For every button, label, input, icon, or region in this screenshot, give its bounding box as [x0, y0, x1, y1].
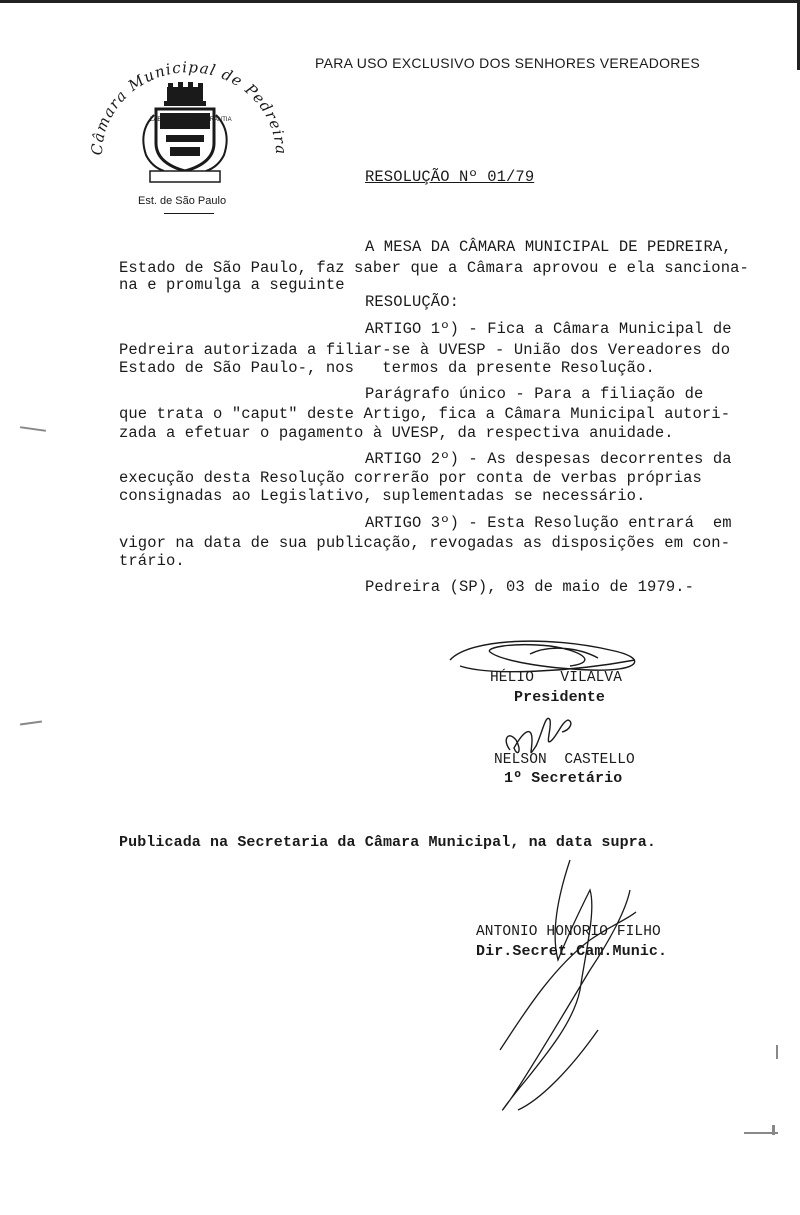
article-1-line-2: Pedreira autorizada a filiar-se à UVESP - União dos Vereadores do: [119, 341, 731, 359]
emblem-arc-text: Câmara Municipal de Pedreira: [87, 58, 290, 156]
paragraph-unique-line-3: zada a efetuar o pagamento à UVESP, da respectiva anuidade.: [119, 424, 674, 442]
resolution-title: RESOLUÇÃO Nº 01/79: [365, 168, 535, 186]
article-2-line-2: execução desta Resolução correrão por conta de verbas próprias: [119, 469, 702, 487]
scan-speck: [776, 1045, 778, 1059]
article-1-line-1: ARTIGO 1º) - Fica a Câmara Municipal de: [365, 320, 732, 338]
exclusive-use-notice: PARA USO EXCLUSIVO DOS SENHORES VEREADORES: [315, 55, 700, 71]
director-signature-icon: [440, 850, 670, 1140]
emblem-ribbon-text: LABOR ET PERSEVERANTIA: [150, 117, 232, 123]
scan-speck: [20, 720, 42, 725]
scan-speck: [772, 1125, 775, 1135]
article-3-line-3: trário.: [119, 552, 185, 570]
secretary-role: 1º Secretário: [504, 770, 623, 787]
article-3-line-1: ARTIGO 3º) - Esta Resolução entrará em: [365, 514, 732, 532]
intro-line-2: Estado de São Paulo, faz saber que a Câmara aprovou e ela sanciona-: [119, 259, 749, 277]
director-name: ANTONIO HONORIO FILHO: [476, 924, 661, 940]
emblem-rule: [164, 213, 214, 214]
article-2-line-1: ARTIGO 2º) - As despesas decorrentes da: [365, 450, 732, 468]
article-1-line-3: Estado de São Paulo-, nos termos da presente Resolução.: [119, 359, 655, 377]
secretary-name: NELSON CASTELLO: [494, 752, 635, 768]
president-name: HÉLIO VILALVA: [490, 670, 623, 686]
paragraph-unique-line-2: que trata o "caput" deste Artigo, fica a Câmara Municipal autori-: [119, 405, 731, 423]
intro-line-3: na e promulga a seguinte: [119, 276, 345, 294]
scan-edge-top: [0, 0, 800, 3]
publication-note: Publicada na Secretaria da Câmara Municipal, na data supra.: [119, 834, 656, 851]
article-2-line-3: consignadas ao Legislativo, suplementadas se necessário.: [119, 487, 646, 505]
scan-speck: [20, 426, 46, 432]
paragraph-unique-line-1: Parágrafo único - Para a filiação de: [365, 385, 704, 403]
intro-line-1: A MESA DA CÂMARA MUNICIPAL DE PEDREIRA,: [365, 238, 732, 256]
emblem-state-label: Est. de São Paulo: [138, 195, 227, 207]
date-line: Pedreira (SP), 03 de maio de 1979.-: [365, 578, 695, 596]
resolution-heading: RESOLUÇÃO:: [365, 293, 460, 311]
letterhead-emblem: [80, 55, 290, 225]
article-3-line-2: vigor na data de sua publicação, revogadas as disposições em con-: [119, 534, 731, 552]
director-role: Dir.Secret.Cam.Munic.: [476, 943, 668, 960]
president-role: Presidente: [514, 689, 606, 706]
